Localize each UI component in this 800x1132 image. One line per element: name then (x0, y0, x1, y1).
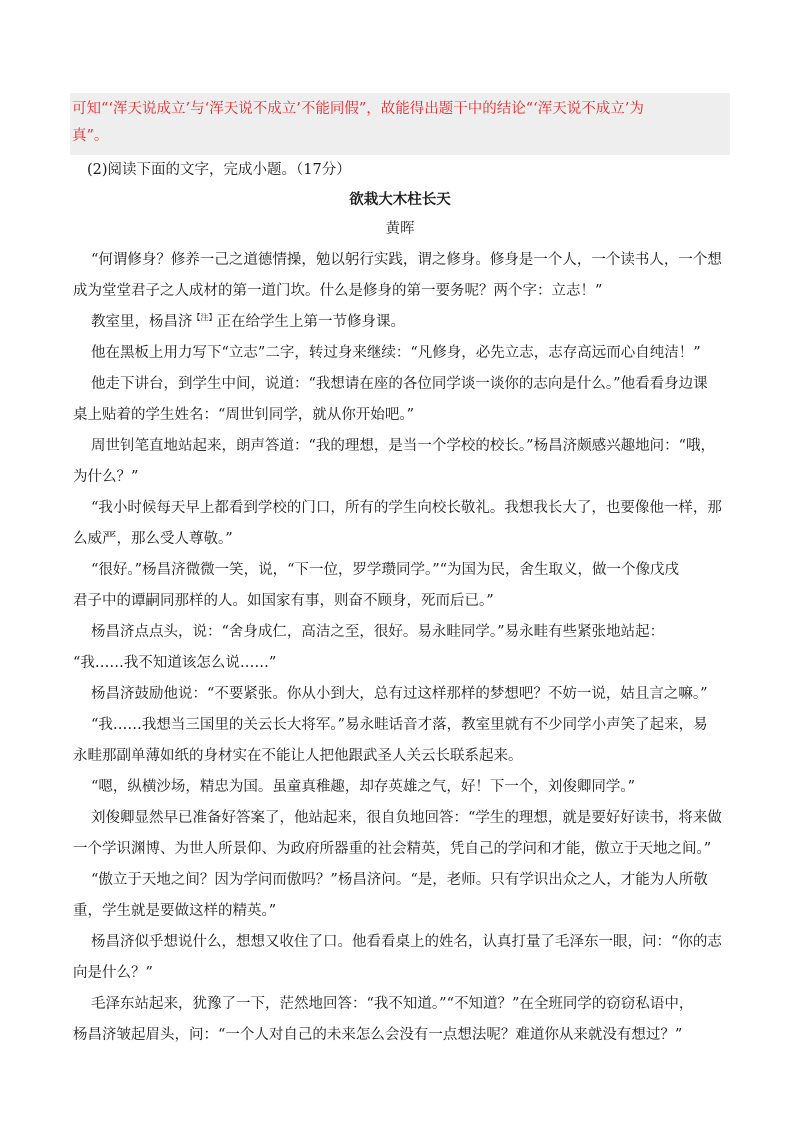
paragraph-2-text-b: 正在给学生上第一节修身课。 (216, 314, 405, 330)
paragraph-6-line-2: 么威严，那么受人尊敬。” (73, 531, 233, 547)
question-prompt: (2)阅读下面的文字，完成小题。（17分） (87, 162, 351, 178)
paragraph-7-line-2: 君子中的谭嗣同那样的人。如国家有事，则奋不顾身，死而后已。” (73, 593, 494, 609)
paragraph-2-text-a: 教室里，杨昌济 (91, 314, 193, 330)
answer-text-line-2: 真”。 (72, 128, 109, 144)
answer-text-line-1: 可知“‘浑天说成立’与‘浑天说不成立’不能同假”，故能得出题干中的结论“‘浑天说不成立’为 (72, 101, 644, 117)
paragraph-8-line-2: “我……我不知道该怎么说……” (73, 655, 277, 671)
paragraph-8-line-1: 杨昌济点点头，说：“舍身成仁，高洁之至，很好。易永畦同学。”易永畦有些紧张地站起： (91, 624, 665, 640)
paragraph-4-line-1: 他走下讲台，到学生中间，说道：“我想请在座的各位同学谈一谈你的志向是什么。”他看看身边课 (91, 376, 708, 392)
paragraph-12-line-1: 刘俊卿显然早已准备好答案了，他站起来，很自负地回答：“学生的理想，就是要好好读书，将来做 (91, 810, 722, 826)
paragraph-7-line-1: “很好。”杨昌济微微一笑，说，“下一位，罗学瓒同学。”“为国为民，舍生取义，做一个像戊戌 (91, 562, 680, 578)
paragraph-9: 杨昌济鼓励他说：“不要紧张。你从小到大，总有过这样那样的梦想吧？不妨一说，姑且言之嘛。” (91, 686, 708, 702)
paragraph-14-line-2: 向是什么？” (73, 965, 153, 981)
paragraph-15-line-2: 杨昌济皱起眉头，问：“一个人对自己的未来怎么会没有一点想法呢？难道你从来就没有想过？” (73, 1027, 683, 1043)
paragraph-3: 他在黑板上用力写下“立志”二字，转过身来继续：“凡修身，必先立志，志存高远而心自纯洁！” (91, 345, 701, 361)
paragraph-14-line-1: 杨昌济似乎想说什么，想想又收住了口。他看看桌上的姓名，认真打量了毛泽东一眼，问：“你的志 (91, 934, 722, 950)
footnote-marker: 【注】 (192, 313, 217, 323)
paragraph-13-line-1: “傲立于天地之间？因为学问而傲吗？”杨昌济问。“是，老师。只有学识出众之人，才能为人所敬 (91, 872, 708, 888)
article-author: 黄晖 (385, 221, 415, 237)
paragraph-5-line-1: 周世钊笔直地站起来，朗声答道：“我的理想，是当一个学校的校长。”杨昌济颇感兴趣地问：“哦， (91, 438, 715, 454)
paragraph-1-line-2: 成为堂堂君子之人成材的第一道门坎。什么是修身的第一要务呢？两个字：立志！” (73, 283, 603, 299)
article-title: 欲栽大木柱长天 (349, 191, 451, 208)
paragraph-13-line-2: 重，学生就是要做这样的精英。” (73, 903, 277, 919)
paragraph-15-line-1: 毛泽东站起来，犹豫了一下，茫然地回答：“我不知道。”“不知道？”在全班同学的窃窃私语中， (91, 996, 694, 1012)
paragraph-10-line-1: “我……我想当三国里的关云长大将军。”易永畦话音才落，教室里就有不少同学小声笑了起来，易 (91, 717, 708, 733)
paragraph-4-line-2: 桌上贴着的学生姓名：“周世钊同学，就从你开始吧。” (73, 407, 415, 423)
paragraph-5-line-2: 为什么？” (73, 469, 139, 485)
paragraph-10-line-2: 永畦那副单薄如纸的身材实在不能让人把他跟武圣人关云长联系起来。 (73, 748, 523, 764)
paragraph-12-line-2: 一个学识渊博、为世人所景仰、为政府所器重的社会精英，凭自己的学问和才能，傲立于天地之间。” (73, 841, 712, 857)
paragraph-6-line-1: “我小时候每天早上都看到学校的门口，所有的学生向校长敬礼。我想我长大了，也要像他一样，那 (91, 500, 722, 516)
paragraph-11: “嗯，纵横沙场，精忠为国。虽童真稚趣，却存英雄之气，好！下一个，刘俊卿同学。” (91, 779, 636, 795)
paragraph-1-line-1: “何谓修身？修养一己之道德情操，勉以躬行实践，谓之修身。修身是一个人，一个读书人，一个想 (91, 252, 722, 268)
paragraph-2 (91, 312, 405, 332)
